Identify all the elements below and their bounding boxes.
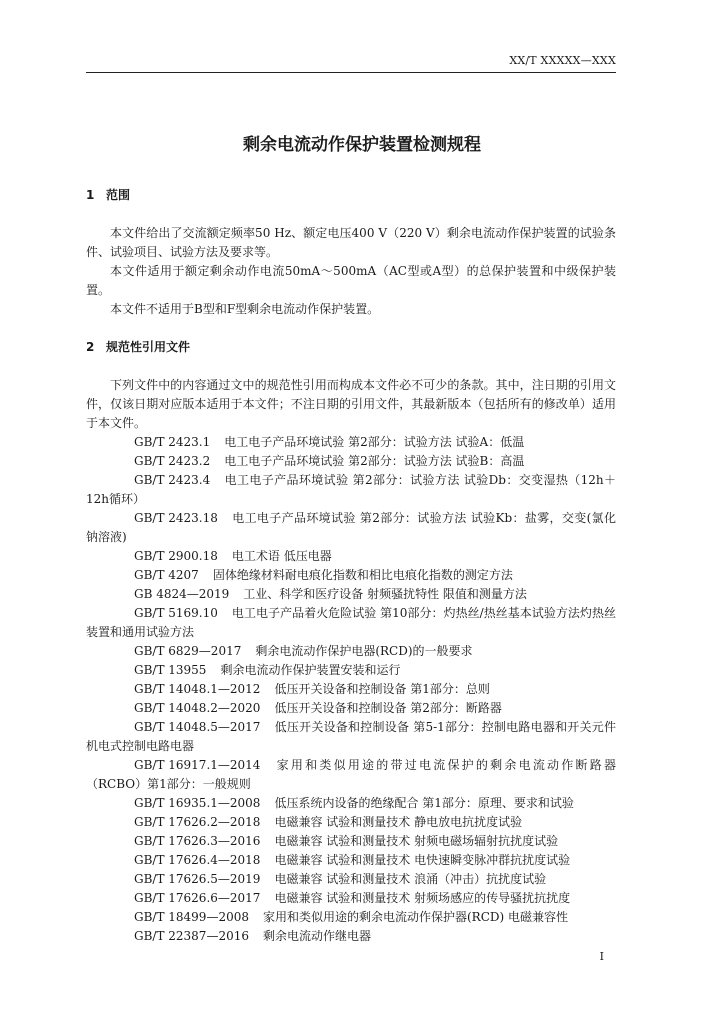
reference-name: 低压开关设备和控制设备 第2部分：断路器 [274, 701, 502, 715]
reference-item [86, 813, 616, 832]
reference-name: 电工术语 低压电器 [231, 549, 332, 563]
reference-code: GB/T 6829—2017 [134, 644, 242, 658]
section-heading-scope [86, 186, 616, 205]
reference-item [86, 471, 616, 509]
document-body [86, 186, 616, 946]
reference-code: GB/T 4207 [134, 568, 199, 582]
reference-code: GB/T 14048.5—2017 [134, 720, 261, 734]
references-intro: 下列文件中的内容通过文中的规范性引用而构成本文件必不可少的条款。其中，注日期的引用文件，仅该日期对应版本适用于本文件；不注日期的引用文件，其最新版本（包括所有的修改单）适用于本文件。 [86, 378, 616, 430]
reference-item [86, 851, 616, 870]
reference-item [86, 699, 616, 718]
reference-item [86, 585, 616, 604]
scope-paragraph: 本文件给出了交流额定频率50 Hz、额定电压400 V（220 V）剩余电流动作保护装置的试验条件、试验项目、试验方法及要求等。 [86, 226, 616, 259]
reference-name: 电工电子产品环境试验 第2部分：试验方法 试验Kb：盐雾，交变(氯化钠溶液) [86, 511, 616, 544]
reference-code: GB/T 16935.1—2008 [134, 796, 261, 810]
reference-item [86, 718, 616, 756]
reference-name: 电工电子产品环境试验 第2部分：试验方法 试验A：低温 [224, 435, 525, 449]
document-title: 剩余电流动作保护装置检测规程 [243, 135, 481, 155]
reference-name: 低压开关设备和控制设备 第1部分：总则 [274, 682, 490, 696]
reference-code: GB/T 2423.4 [134, 473, 211, 487]
reference-code: GB/T 22387—2016 [134, 929, 249, 943]
reference-item [86, 680, 616, 699]
reference-item [86, 870, 616, 889]
reference-item [86, 889, 616, 908]
reference-name: 固体绝缘材料耐电痕化指数和相比电痕化指数的测定方法 [212, 568, 513, 582]
reference-name: 剩余电流动作保护电器(RCD)的一般要求 [255, 644, 473, 658]
header-rule [86, 72, 616, 73]
reference-name: 剩余电流动作保护装置安装和运行 [220, 663, 401, 677]
section-number: 2 [86, 340, 95, 354]
reference-item [86, 661, 616, 680]
reference-name: 电磁兼容 试验和测量技术 静电放电抗扰度试验 [274, 815, 523, 829]
reference-item [86, 547, 616, 566]
reference-code: GB/T 17626.6—2017 [134, 891, 261, 905]
reference-name: 工业、科学和医疗设备 射频骚扰特性 限值和测量方法 [243, 587, 527, 601]
reference-name: 电磁兼容 试验和测量技术 电快速瞬变脉冲群抗扰度试验 [274, 853, 571, 867]
reference-code: GB/T 17626.4—2018 [134, 853, 261, 867]
reference-code: GB/T 2423.18 [134, 511, 218, 525]
section-heading-normative-references [86, 338, 616, 357]
reference-code: GB/T 17626.3—2016 [134, 834, 261, 848]
reference-code: GB/T 2900.18 [134, 549, 218, 563]
reference-code: GB/T 14048.1—2012 [134, 682, 261, 696]
reference-name: 电磁兼容 试验和测量技术 射频场感应的传导骚扰抗扰度 [274, 891, 571, 905]
reference-code: GB/T 17626.5—2019 [134, 872, 261, 886]
reference-item [86, 794, 616, 813]
reference-code: GB/T 17626.2—2018 [134, 815, 261, 829]
reference-name: 电磁兼容 试验和测量技术 浪涌（冲击）抗扰度试验 [274, 872, 547, 886]
reference-code: GB/T 2423.2 [134, 454, 211, 468]
reference-name: 家用和类似用途的带过电流保护的剩余电流动作断路器（RCBO）第1部分：一般规则 [86, 758, 616, 791]
page-number: I [599, 950, 604, 963]
section-number: 1 [86, 188, 95, 202]
scope-paragraph: 本文件适用于额定剩余动作电流50mA～500mA（AC型或A型）的总保护装置和中级保护装置。 [86, 264, 616, 297]
reference-item [86, 832, 616, 851]
reference-item [86, 908, 616, 927]
reference-item [86, 452, 616, 471]
reference-item [86, 756, 616, 794]
reference-name: 低压开关设备和控制设备 第5-1部分：控制电路电器和开关元件 机电式控制电路电器 [86, 720, 616, 753]
reference-name: 电工电子产品环境试验 第2部分：试验方法 试验B：高温 [224, 454, 525, 468]
document-code: XX/T XXXXX—XXX [509, 54, 616, 67]
section-title: 规范性引用文件 [106, 340, 191, 354]
reference-list [86, 433, 616, 946]
reference-code: GB/T 2423.1 [134, 435, 211, 449]
reference-item [86, 927, 616, 946]
reference-item [86, 566, 616, 585]
reference-name: 剩余电流动作继电器 [262, 929, 371, 943]
reference-item [86, 509, 616, 547]
reference-item [86, 604, 616, 642]
reference-code: GB/T 14048.2—2020 [134, 701, 261, 715]
section-title: 范围 [106, 188, 131, 202]
reference-code: GB/T 5169.10 [134, 606, 218, 620]
reference-name: 电工电子产品环境试验 第2部分：试验方法 试验Db：交变湿热（12h＋12h循环） [86, 473, 616, 506]
reference-code: GB/T 13955 [134, 663, 207, 677]
reference-code: GB/T 16917.1—2014 [134, 758, 261, 772]
scope-paragraph: 本文件不适用于B型和F型剩余电流动作保护装置。 [110, 302, 380, 316]
reference-code: GB/T 18499—2008 [134, 910, 249, 924]
reference-name: 家用和类似用途的剩余电流动作保护器(RCD) 电磁兼容性 [262, 910, 569, 924]
reference-item [86, 433, 616, 452]
reference-code: GB 4824—2019 [134, 587, 230, 601]
reference-name: 低压系统内设备的绝缘配合 第1部分：原理、要求和试验 [274, 796, 574, 810]
reference-item [86, 642, 616, 661]
reference-name: 电工电子产品着火危险试验 第10部分：灼热丝/热丝基本试验方法灼热丝装置和通用试验方法 [86, 606, 616, 639]
reference-name: 电磁兼容 试验和测量技术 射频电磁场辐射抗扰度试验 [274, 834, 559, 848]
